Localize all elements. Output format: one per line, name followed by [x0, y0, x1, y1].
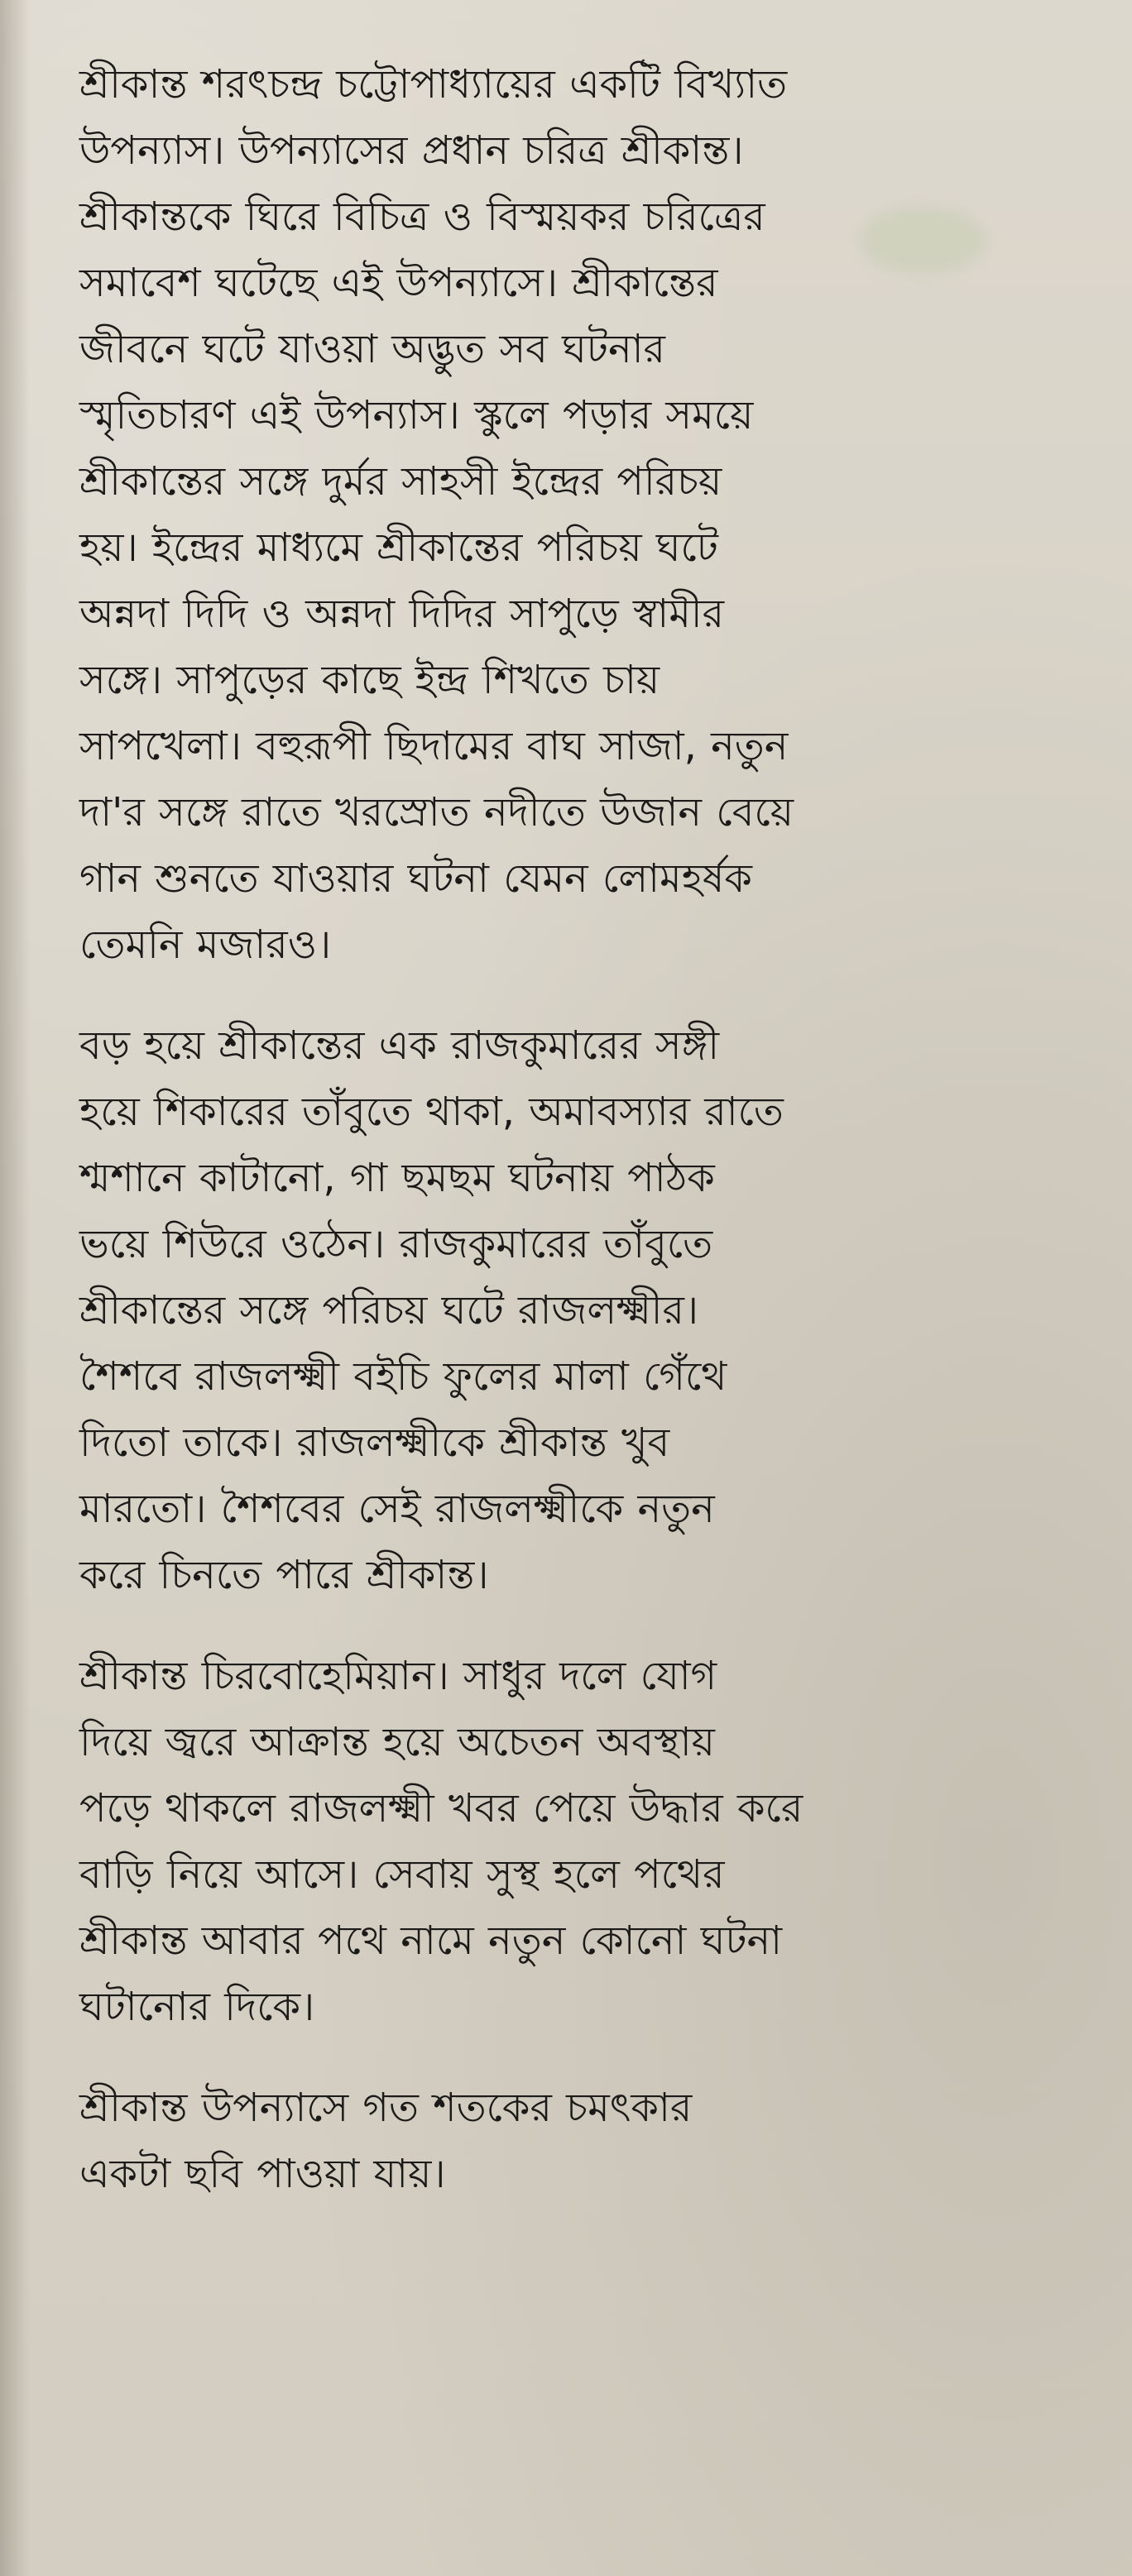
paragraph-4: শ্রীকান্ত উপন্যাসে গত শতকের চমৎকার একটা ছবি পাওয়া যায়।: [79, 2085, 693, 2197]
paragraph-3: শ্রীকান্ত চিরবোহেমিয়ান। সাধুর দলে যোগ দিয়ে জ্বরে আক্রান্ত হয়ে অচেতন অবস্থায় পড়ে থাকলে রাজলক্ষ্মী খবর পেয়ে উদ্ধার করে বাড়ি নিয়ে আসে। সেবায় সুস্থ হলে পথের শ্রীকান্ত আবার পথে নামে নতুন কোনো ঘটনা ঘটানোর দিকে।: [79, 1653, 803, 2030]
paragraph-1: শ্রীকান্ত শরৎচন্দ্র চট্টোপাধ্যায়ের একটি বিখ্যাত উপন্যাস। উপন্যাসের প্রধান চরিত্র শ্রীকান্ত। শ্রীকান্তকে ঘিরে বিচিত্র ও বিস্ময়কর চরিত্রের সমাবেশ ঘটেছে এই উপন্যাসে। শ্রীকান্তের জীবনে ঘটে যাওয়া অদ্ভুত সব ঘটনার স্মৃতিচারণ এই উপন্যাস। স্কুলে পড়ার সময়ে শ্রীকান্তের সঙ্গে দুর্মর সাহসী ইন্দ্রের পরিচয় হয়। ইন্দ্রের মাধ্যমে শ্রীকান্তের পরিচয় ঘটে অন্নদা দিদি ও অন্নদা দিদির সাপুড়ে স্বামীর সঙ্গে। সাপুড়ের কাছে ইন্দ্র শিখতে চায় সাপখেলা। বহুরূপী ছিদামের বাঘ সাজা, নতুন দা'র সঙ্গে রাতে খরস্রোত নদীতে উজান বেয়ে গান শুনতে যাওয়ার ঘটনা যেমন লোমহর্ষক তেমনি মজারও।: [79, 61, 794, 968]
paragraph-2: বড় হয়ে শ্রীকান্তের এক রাজকুমারের সঙ্গী হয়ে শিকারের তাঁবুতে থাকা, অমাবস্যার রাতে শ্মশানে কাটানো, গা ছমছম ঘটনায় পাঠক ভয়ে শিউরে ওঠেন। রাজকুমারের তাঁবুতে শ্রীকান্তের সঙ্গে পরিচয় ঘটে রাজলক্ষ্মীর। শৈশবে রাজলক্ষ্মী বইচি ফুলের মালা গেঁথে দিতো তাকে। রাজলক্ষ্মীকে শ্রীকান্ত খুব মারতো। শৈশবের সেই রাজলক্ষ্মীকে নতুন করে চিনতে পারে শ্রীকান্ত।: [79, 1022, 784, 1598]
